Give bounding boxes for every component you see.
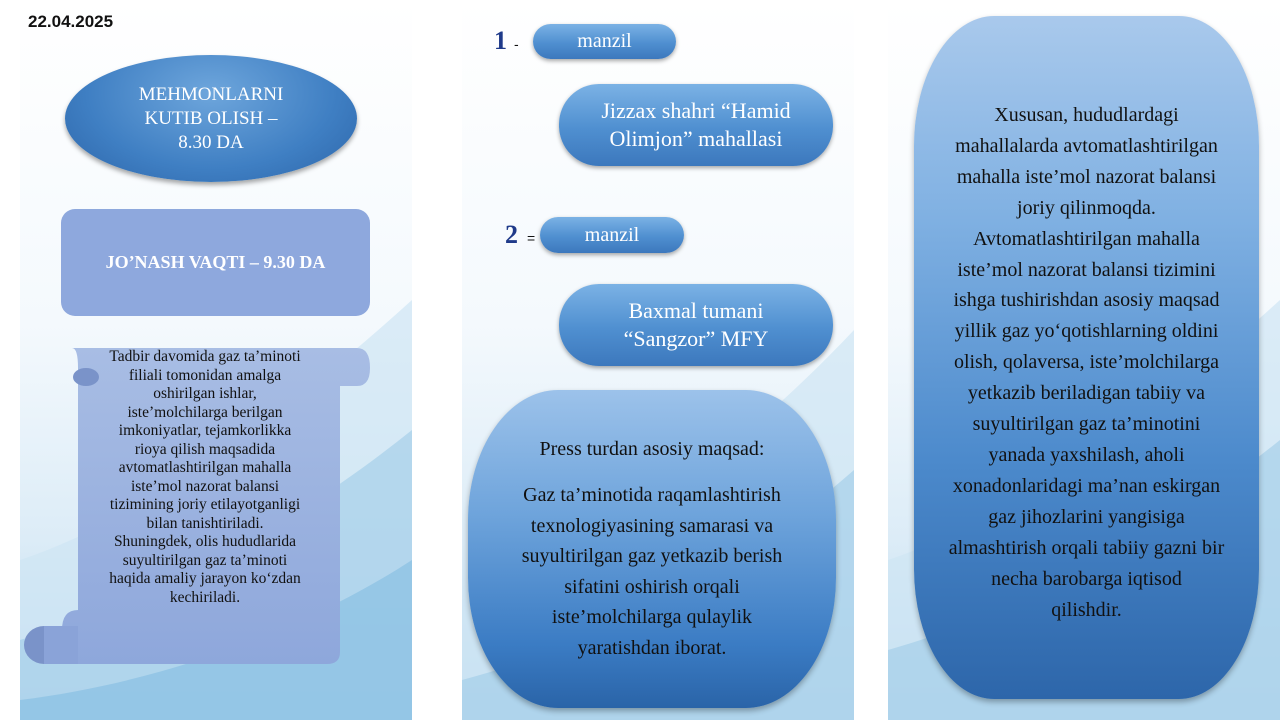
description-line: suyultirilgan gaz ta’minoti (122, 551, 288, 569)
info-line: iste’mol nazorat balansi tizimini (957, 258, 1216, 281)
stop-2-label: manzil (584, 223, 640, 246)
welcome-ellipse (65, 55, 357, 182)
stop-2-dash: = (527, 230, 536, 246)
info-line: suyultirilgan gaz ta’minotini (972, 413, 1201, 436)
info-line: qilishdir. (1051, 598, 1122, 621)
goal-body (498, 480, 806, 663)
goal-line: iste’molchilarga qulaylik (551, 606, 753, 628)
departure-box (61, 209, 370, 316)
description-line: rioya qilish maqsadida (134, 440, 276, 458)
stop-2-number: 2 (505, 220, 518, 249)
stop-2-label-pill (540, 217, 684, 253)
goal-line: suyultirilgan gaz yetkazib berish (521, 545, 783, 567)
goal-line: yaratishdan iborat. (577, 636, 727, 659)
welcome-line: KUTIB OLISH – (144, 107, 278, 129)
info-body (914, 100, 1259, 625)
description-line: oshirilgan ishlar, (153, 385, 257, 402)
stop-1-address-pill (559, 84, 833, 166)
stop-1-label-pill (533, 24, 676, 59)
stop-1-number: 1 (494, 26, 507, 55)
stop-1-label: manzil (577, 30, 632, 52)
date-label: 22.04.2025 (28, 12, 114, 31)
info-line: yillik gaz yo‘qotishlarning oldini (954, 320, 1219, 343)
goal-line: texnologiyasining samarasi va (530, 514, 774, 537)
description-line: imkoniyatlar, tejamkorlikka (118, 422, 292, 439)
description-line: kechiriladi. (169, 588, 241, 606)
goal-title: Press turdan asosiy maqsad: (539, 438, 765, 460)
info-line: xonadonlaridagi ma’nan eskirgan (952, 474, 1221, 497)
info-line: olish, qolaversa, iste’molchilarga (953, 351, 1220, 374)
welcome-line: MEHMONLARNI (138, 83, 284, 105)
info-line: joriy qilinmoqda. (1017, 196, 1156, 219)
stop-2-address-pill (559, 284, 833, 366)
info-line: yetkazib beriladigan tabiiy va (967, 382, 1206, 405)
stop-2-address: Baxmal tumani “Sangzor” MFY (623, 298, 769, 351)
description-line: bilan tanishtiriladi. (146, 514, 264, 532)
info-line: necha barobarga iqtisod (991, 567, 1182, 590)
info-line: ishga tushirishdan asosiy maqsad (953, 289, 1220, 312)
info-line: gaz jihozlarini yangisiga (988, 505, 1185, 528)
welcome-text (111, 83, 311, 155)
info-line: mahalla iste’mol nazorat balansi (956, 165, 1217, 188)
goal-line: sifatini oshirish orqali (564, 575, 740, 598)
description-line: tizimining joriy etilayotganligi (109, 496, 301, 513)
goal-line: Gaz ta’minotida raqamlashtirish (523, 484, 781, 506)
stop-1-address: Jizzax shahri “Hamid Olimjon” mahallasi (601, 98, 791, 151)
description-line: iste’molchilarga berilgan (127, 403, 283, 421)
info-line: mahallalarda avtomatlashtirilgan (955, 134, 1218, 157)
description-line: filiali tomonidan amalga (128, 366, 282, 384)
welcome-line: 8.30 DA (178, 131, 244, 153)
departure-text: JO’NASH VAQTI – 9.30 DA (105, 252, 326, 272)
description-line: Tadbir davomida gaz ta’minoti (109, 348, 301, 365)
stop-1-dash: - (514, 36, 519, 52)
info-line: almashtirish orqali tabiiy gazni bir (948, 536, 1225, 559)
info-oval (914, 16, 1259, 699)
info-line: yanada yaxshilash, aholi (988, 443, 1185, 466)
event-description (70, 348, 340, 607)
info-line: Avtomatlashtirilgan mahalla (973, 227, 1200, 250)
description-line: avtomatlashtirilgan mahalla (118, 459, 292, 476)
description-line: haqida amaliy jarayon ko‘zdan (109, 570, 301, 587)
description-line: iste’mol nazorat balansi (130, 477, 280, 495)
goal-oval (468, 390, 836, 708)
description-line: Shuningdek, olis hududlarida (113, 533, 297, 550)
info-line: Xususan, hududlardagi (994, 104, 1179, 126)
